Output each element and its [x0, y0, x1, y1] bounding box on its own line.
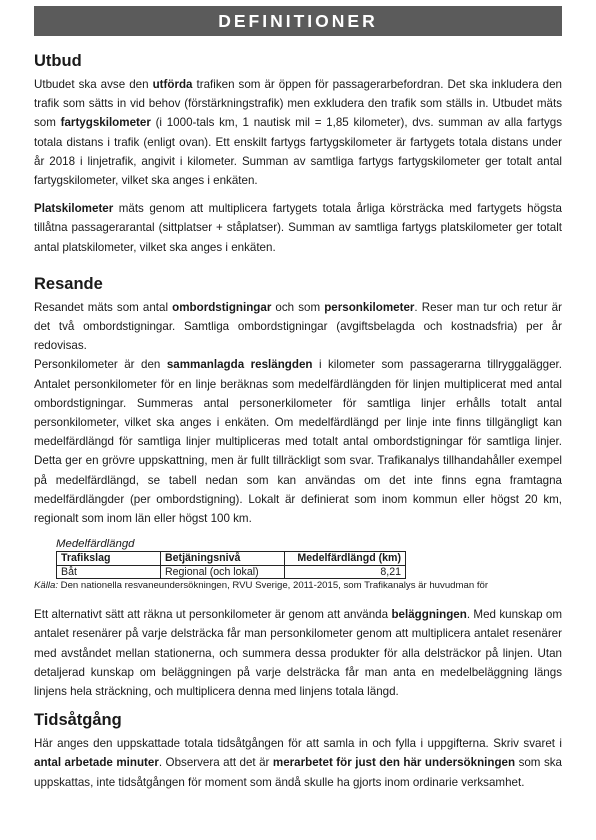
- section-resande: [34, 273, 562, 701]
- document-body: [34, 50, 562, 792]
- paragraph-resande-1: [34, 298, 562, 356]
- bold-text: fartygskilometer: [60, 116, 151, 130]
- text-run: Här anges den uppskattade totala tidsåtgången för att samla in och fylla i uppgifterna. Skriv svaret i: [34, 737, 562, 751]
- heading-tidsatgang: Tidsåtgång: [34, 711, 122, 730]
- text-run: Utbudet ska avse den: [34, 78, 153, 91]
- table-cell: Regional (och lokal): [161, 565, 285, 579]
- table-row: [57, 565, 406, 579]
- paragraph-utbud-2: [34, 199, 562, 257]
- paragraph-tidsatgang-1: [34, 734, 562, 792]
- medelfardlangd-table-block: [56, 537, 456, 579]
- text-run: trafiken som är öppen för passagerarbefordran. Det ska inkludera den trafik som sätts in vid behov (förstärkningstrafik) men exkludera den trafik som ställs in. Utbudet mäts som: [34, 78, 562, 130]
- text-run: och som: [271, 300, 325, 314]
- text-run: Personkilometer är den: [34, 358, 167, 372]
- definitions-banner: [34, 6, 562, 36]
- table-header-cell: Trafikslag: [57, 552, 161, 566]
- section-utbud: [34, 50, 562, 257]
- medelfardlangd-table: [56, 551, 406, 579]
- text-run: . Observera att det är: [158, 756, 273, 770]
- banner-title: DEFINITIONER: [218, 10, 378, 31]
- table-cell: Båt: [57, 565, 161, 579]
- paragraph-resande-3: [34, 605, 562, 701]
- text-run: (i 1000-tals km, 1 nautisk mil = 1,85 kilometer), dvs. summan av alla fartygs totala distans i trafik (enligt ovan). Ett enskilt fartygs fartygskilometer är fartygets totala distans under år 2018 i linjetrafik, angivit i kilometer. Summan av samtliga fartygs fartygskilometer ger totalt antal fartygskilometer, vilket ska anges i enkäten.: [34, 116, 562, 188]
- paragraph-utbud-1: [34, 75, 562, 190]
- bold-text: utförda: [152, 78, 193, 91]
- source-text: Den nationella resvaneundersökningen, RVU Sverige, 2011-2015, som Trafikanalys är huvudman för: [58, 580, 489, 592]
- bold-text: antal arbetade minuter: [34, 756, 159, 770]
- bold-text: ombordstigningar: [172, 300, 272, 314]
- text-run: Ett alternativt sätt att räkna ut personkilometer är genom att använda: [34, 608, 392, 622]
- table-header-cell: Medelfärdlängd (km): [285, 552, 406, 566]
- text-run: mäts genom att multiplicera fartygets totala årliga körsträcka med fartygets högsta tillåtna passagerarantal (sittplatser + ståplatser). Summan av samtliga fartygs platskilometer ger totalt antal platskilometer, vilket ska anges i enkäten.: [34, 202, 562, 254]
- bold-text: beläggningen: [391, 608, 467, 622]
- text-run: . Med kunskap om antalet resenärer på varje delsträcka får man personkilometer genom att multiplicera antalet resenärer med avståndet mellan stationerna, och summera dessa produkter för alla delsträckor på linjen. Utan detaljerad kunskap om beläggningen på varje delsträcka får man anta en medelbeläggning längs linjens hela sträckning, och multiplicera denna med linjens totala längd.: [34, 608, 563, 699]
- bold-text: personkilometer: [324, 300, 415, 314]
- heading-resande: Resande: [34, 274, 103, 293]
- table-header-row: [57, 552, 406, 566]
- table-header-cell: Betjäningsnivå: [161, 552, 285, 566]
- bold-text: Platskilometer: [34, 202, 114, 216]
- source-label: Källa:: [34, 580, 58, 592]
- table-caption: Medelfärdlängd: [56, 538, 135, 551]
- heading-utbud: Utbud: [34, 52, 82, 70]
- bold-text: merarbetet för just den här undersökningen: [272, 756, 516, 770]
- section-tidsatgang: [34, 709, 562, 792]
- table-cell: 8,21: [285, 565, 406, 579]
- paragraph-resande-2: [34, 355, 562, 528]
- text-run: som ska uppskattas, inte tidsåtgången för moment som ändå skulle ha gjorts inom ordinarie verksamhet.: [34, 756, 562, 789]
- table-source: [34, 579, 562, 593]
- text-run: i kilometer som passagerarna tillryggalägger. Antalet personkilometer för en linje beräknas som medelfärdlängden för linjen multiplicerat med antal ombordstigningar. Summeras antal personerkilometer för samtliga linjer erhålls totalt antal personkilometer, vilket ska anges i enkäten. Om medelfärdlängd per linje inte finns tillgängligt kan medelfärdlängd för samtliga linjer multipliceras med totalt antal ombordstigningar för samtliga linjer. Detta ger en grövre uppskattning, men är fullt tillräckligt som svar. Trafikanalys tillhandahåller exempel på medelfärdlängd, se tabell nedan som kan användas om det inte finns egna framtagna medelfärdlängder (per ombordstigning). Lokalt är definierat som inom kommun eller högst 20 km, regionalt som inom län eller högst 100 km.: [34, 358, 562, 526]
- text-run: . Reser man tur och retur är det två ombordstigningar. Samtliga ombordstigningar (avgiftsbelagda och kostnadsfria) per år redovisas.: [34, 300, 562, 353]
- bold-text: sammanlagda reslängden: [166, 358, 313, 372]
- text-run: Resandet mäts som antal: [34, 300, 173, 314]
